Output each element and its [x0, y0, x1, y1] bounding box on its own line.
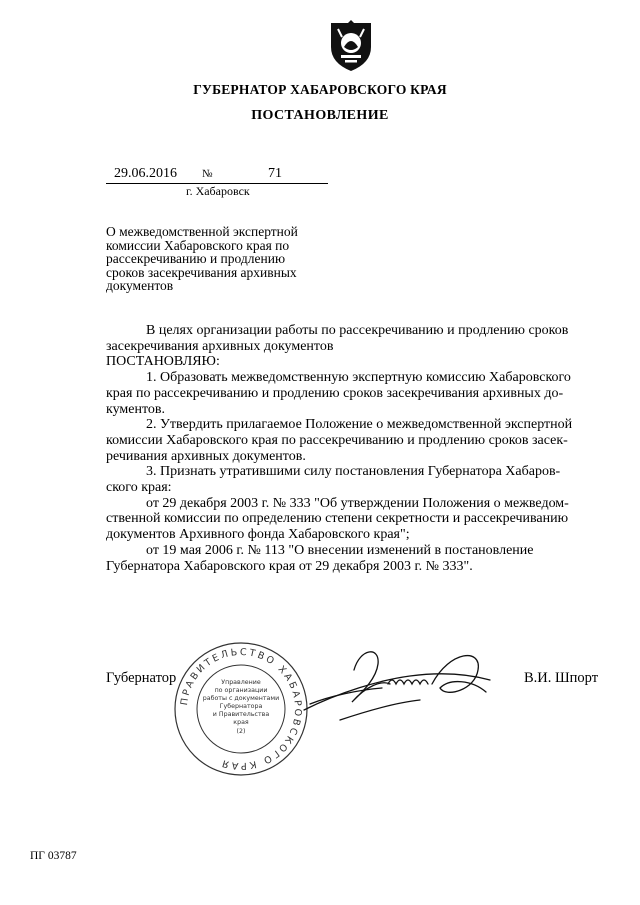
body-line: комиссии Хабаровского края по рассекречиванию и продлению сроков засек-	[106, 432, 568, 448]
body-line: от 29 декабря 2003 г. № 333 "Об утверждении Положения о межведом-	[146, 495, 569, 511]
body-line: документов Архивного фонда Хабаровского края";	[106, 527, 410, 543]
subject-line: сроков засекречивания архивных	[106, 264, 297, 280]
subject-line: О межведомственной экспертной	[106, 224, 298, 239]
svg-text:и Правительства: и Правительства	[212, 711, 270, 718]
body-line: кументов.	[106, 401, 166, 417]
document-date: 29.06.2016	[114, 166, 177, 181]
body-line: засекречивания архивных документов	[106, 338, 334, 354]
coat-of-arms-icon	[328, 17, 374, 73]
body-line: от 19 мая 2006 г. № 113 "О внесении изменений в постановление	[146, 542, 534, 558]
body-line: ственной комиссии по определению степени секретности и рассекречиванию	[106, 511, 569, 527]
document-type: ПОСТАНОВЛЕНИЕ	[251, 108, 389, 123]
document-body	[106, 323, 610, 574]
footer-code: ПГ 03787	[30, 850, 77, 862]
number-sign: №	[202, 168, 213, 180]
body-line: ского края:	[106, 480, 172, 496]
signatory-name: В.И. Шпорт	[524, 670, 599, 686]
document-subject	[106, 225, 330, 293]
resolve-heading: ПОСТАНОВЛЯЮ:	[106, 354, 220, 370]
signatory-position: Губернатор	[106, 670, 177, 686]
body-line: края по рассекречиванию и продлению сроков засекречивания архивных до-	[106, 385, 564, 401]
body-line: 1. Образовать межведомственную экспертную комиссию Хабаровского	[146, 370, 571, 386]
svg-text:Управление: Управление	[221, 679, 261, 686]
subject-line: документов	[106, 278, 174, 293]
document-city: г. Хабаровск	[186, 184, 250, 198]
body-line: В целях организации работы по рассекречиванию и продлению сроков	[146, 323, 569, 338]
body-line: Губернатора Хабаровского края от 29 декабря 2003 г. № 333".	[106, 558, 473, 574]
body-line: речивания архивных документов.	[106, 448, 306, 464]
svg-text:Губернатора: Губернатора	[219, 703, 263, 710]
svg-text:ПРАВИТЕЛЬСТВО ХАБАРОВСКОГО КРА: ПРАВИТЕЛЬСТВО ХАБАРОВСКОГО КРАЯ	[178, 646, 304, 772]
svg-text:работы с документами: работы с документами	[202, 695, 280, 702]
svg-text:по организации: по организации	[214, 687, 268, 694]
handwritten-signature	[300, 640, 505, 740]
body-line: 2. Утвердить прилагаемое Положение о межведомственной экспертной	[146, 417, 573, 433]
svg-text:края: края	[233, 719, 249, 726]
document-number: 71	[268, 166, 282, 181]
body-line: 3. Признать утратившими силу постановления Губернатора Хабаров-	[146, 464, 561, 480]
organization-title: ГУБЕРНАТОР ХАБАРОВСКОГО КРАЯ	[193, 82, 447, 97]
subject-line: рассекречиванию и продлению	[106, 251, 286, 266]
official-seal	[172, 640, 310, 778]
svg-text:(2): (2)	[236, 728, 246, 735]
subject-line: комиссии Хабаровского края по	[106, 237, 290, 253]
